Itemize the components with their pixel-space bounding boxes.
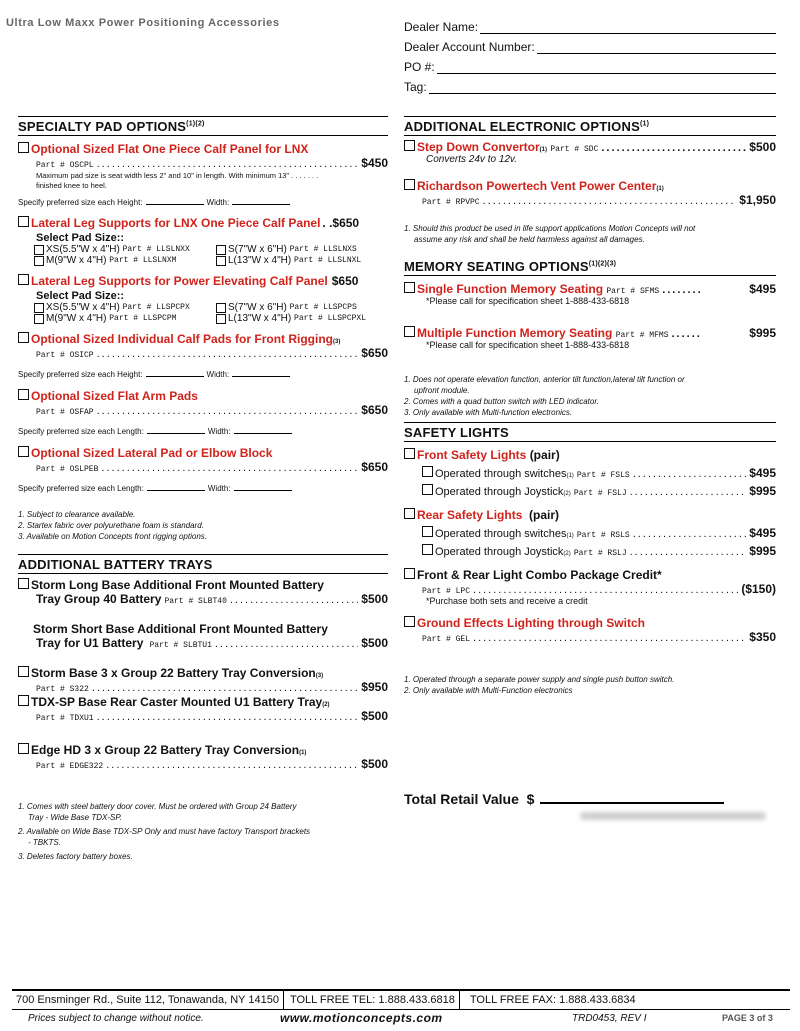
item-note: *Please call for specification sheet 1-888-433-6818: [426, 296, 630, 306]
rear-option-joystick: Operated through Joystick (2) Part # RSLJ ..... $995: [422, 544, 776, 558]
checkbox[interactable]: [404, 508, 415, 519]
item-note: *Purchase both sets and receive a credit: [426, 596, 588, 606]
checkbox[interactable]: [18, 578, 29, 589]
tag-label: Tag:: [404, 80, 427, 94]
part-number: Part # SLBTU1: [149, 641, 212, 650]
part-number: Part # GEL: [422, 635, 471, 644]
footer-tel: TOLL FREE TEL: 1.888.433.6818: [289, 994, 455, 1006]
checkbox[interactable]: [18, 389, 29, 400]
footer-prices-note: Prices subject to change without notice.: [28, 1012, 204, 1024]
item-title: Step Down Convertor: [417, 140, 540, 154]
part-number: Part # OSFAP: [36, 408, 94, 417]
dealer-account-field[interactable]: [537, 42, 776, 54]
item-title: Front & Rear Light Combo Package Credit*: [417, 568, 662, 582]
checkbox[interactable]: [18, 142, 29, 153]
width-field[interactable]: [234, 426, 292, 434]
item-title: Front Safety Lights: [417, 448, 527, 462]
item-title: Richardson Powertech Vent Power Center: [417, 179, 657, 193]
part-number: Part # OSCPL: [36, 161, 94, 170]
price: $650: [331, 274, 359, 288]
electronic-item-1: Step Down Convertor $_{(1)}$ Part # SDC ..... $500 Converts 24v to 12v.: [404, 140, 776, 165]
memory-seating-heading: MEMORY SEATING $OPTIONS^{(1)(2)(3)}$: [404, 257, 776, 276]
checkbox[interactable]: [422, 466, 433, 477]
battery-item-3: Storm Base 3 x Group 22 Battery Tray Conversion $_{(3)}$ Part # S322 ..... $950: [18, 666, 388, 694]
part-number: Part # S322: [36, 685, 89, 694]
part-number: Part # SLBT40: [164, 597, 227, 606]
price: $495: [749, 282, 776, 296]
specialty-footnotes: 1. Subject to clearance available. 2. Startex fabric over polyurethane foam is standard. 3. Available on Motion Concepts front rigging options.: [18, 510, 208, 541]
item-title: Storm Long Base Additional Front Mounted Battery: [31, 578, 324, 592]
checkbox[interactable]: [422, 526, 433, 537]
specify-size-row: Specify preferred size each Height: Width:: [18, 197, 388, 207]
dealer-name-label: Dealer Name:: [404, 20, 479, 34]
checkbox[interactable]: [18, 743, 29, 754]
memory-item-2: [404, 326, 776, 350]
dealer-info-block: [404, 14, 776, 94]
checkbox[interactable]: [18, 446, 29, 457]
front-safety-lights: Front Safety Lights (pair) Operated through switches (1) Part # FSLS ..... $495 Operated through Joystick (2) Part # FSLJ ..... $995: [404, 448, 776, 498]
front-option-switches: Operated through switches (1) Part # FSLS ..... $495: [422, 466, 776, 480]
item-note: Maximum pad size is seat width less 2" and 10" in length. With minimum 13" . . . . . . .: [36, 171, 319, 180]
price: $650: [361, 460, 388, 474]
price: $995: [749, 326, 776, 340]
right-column: [404, 116, 776, 696]
footer-website-link[interactable]: www.motionconcepts.com: [280, 1011, 443, 1025]
item-title: Multiple Function Memory Seating: [417, 326, 613, 340]
po-label: PO #:: [404, 60, 435, 74]
footer-revision: TRD0453, REV I: [572, 1012, 647, 1024]
footer-info-bar: [28, 1011, 788, 1025]
item-note: Converts 24v to 12v.: [426, 154, 517, 165]
battery-item-4: TDX-SP Base Rear Caster Mounted U1 Battery Tray $_{(2)}$ Part # TDXU1 ..... $500: [18, 695, 388, 723]
specify-size-row: Specify preferred size each Height: Width:: [18, 369, 388, 379]
checkbox[interactable]: [404, 568, 415, 579]
tag-row: [404, 74, 776, 94]
ground-effects-lighting: [404, 616, 776, 644]
item-title: Lateral Leg Supports for Power Elevating Calf Panel: [31, 274, 328, 288]
battery-item-2: Storm Short Base Additional Front Mounted Battery Tray for U1 Battery Part # SLBTU1 ..... $500: [18, 622, 388, 650]
electronic-item-2: Richardson Powertech Vent Power Center $_{(1)}$ Part # RPVPC ..... $1,950: [404, 179, 776, 207]
height-field[interactable]: [146, 369, 204, 377]
po-field[interactable]: [437, 62, 776, 74]
checkbox[interactable]: [34, 303, 44, 313]
left-column: [18, 116, 388, 862]
footer-fax: TOLL FREE FAX: 1.888.433.6834: [469, 994, 636, 1006]
price: ($150): [741, 582, 776, 596]
footer-page-number: PAGE 3 of 3: [722, 1013, 773, 1023]
part-number: Part # LPC: [422, 587, 471, 596]
item-note: *Please call for specification sheet 1-888-433-6818: [426, 340, 630, 350]
price: $500: [749, 140, 776, 154]
memory-footnotes: 1. Does not operate elevation function, anterior tilt function,lateral tilt function or upfront module. 2. Comes with a quad button switch with LED indicator. 3. Only available with Multi-function electronics.: [404, 375, 685, 417]
footer-contact-bar: [12, 989, 790, 1010]
footer-address: 700 Ensminger Rd., Suite 112, Tonawanda, NY 14150: [16, 994, 279, 1006]
item-note: finished knee to heel.: [36, 181, 107, 190]
part-number: Part # MFMS: [615, 331, 669, 340]
pad-size-options: XS(5.5"W x 4"H) Part # LLSLNXX S(7"W x 6"H) Part # LLSLNXS M(9"W x 4"H) Part # LLSLNXM L(13"W x 4"H) Part # LLSLNXL: [34, 244, 388, 266]
part-number: Part # EDGE322: [36, 762, 104, 771]
part-number: Part # SDC: [550, 145, 599, 154]
dealer-account-row: [404, 34, 776, 54]
dealer-account-label: Dealer Account Number:: [404, 40, 535, 54]
length-field[interactable]: [147, 483, 205, 491]
price: $650: [361, 403, 388, 417]
safety-footnotes: 1. Operated through a separate power supply and single push button switch. 2. Only available with Multi-Function electronics: [404, 675, 675, 695]
checkbox[interactable]: [34, 256, 44, 266]
price: $500: [361, 592, 388, 606]
checkbox[interactable]: [18, 666, 29, 677]
item-title: Single Function Memory Seating: [417, 282, 604, 296]
specialty-item-4: Optional Sized Individual Calf Pads for Front Rigging $_{(3)}$ Part # OSICP ..... $650 Specify preferred size each Height: Width:: [18, 332, 388, 379]
price: $500: [361, 709, 388, 723]
electronic-footnotes: 1. Should this product be used in life support applications Motion Concepts will not assume any risk and shall be held harmless against all damages.: [404, 224, 696, 244]
checkbox[interactable]: [216, 303, 226, 313]
checkbox[interactable]: [422, 484, 433, 495]
electronic-options-heading: ADDITIONAL ELECTRONIC OPTIONS$^{(1)}$: [404, 116, 776, 136]
po-row: [404, 54, 776, 74]
checkbox[interactable]: [404, 140, 415, 151]
item-title: Optional Sized Flat One Piece Calf Panel for LNX: [31, 142, 309, 156]
rear-option-switches: Operated through switches (1) Part # RSLS ..... $495: [422, 526, 776, 540]
item-title: Edge HD 3 x Group 22 Battery Tray Conversion: [31, 743, 300, 757]
specialty-item-5: [18, 389, 388, 436]
checkbox[interactable]: [404, 326, 415, 337]
checkbox[interactable]: [404, 616, 415, 627]
memory-item-1: [404, 282, 776, 306]
checkbox[interactable]: [404, 448, 415, 459]
total-field-shadow: [580, 812, 766, 820]
safety-lights-heading: SAFETY LIGHTS: [404, 422, 776, 442]
checkbox[interactable]: [34, 245, 44, 255]
checkbox[interactable]: [404, 179, 415, 190]
dealer-name-field[interactable]: [480, 22, 776, 34]
specialty-item-2: [18, 216, 388, 266]
checkbox[interactable]: [18, 274, 29, 285]
price: . .$650: [322, 216, 360, 230]
width-field[interactable]: [232, 197, 290, 205]
price: $450: [361, 156, 388, 170]
tag-field[interactable]: [429, 82, 776, 94]
select-pad-size-label: Select Pad Size::: [36, 232, 125, 244]
checkbox[interactable]: [216, 314, 226, 324]
part-number: Part # RPVPC: [422, 198, 480, 207]
checkbox[interactable]: [18, 216, 29, 227]
width-field[interactable]: [234, 483, 292, 491]
combo-package-credit: [404, 568, 776, 606]
item-title: Lateral Leg Supports for LNX One Piece Calf Panel: [31, 216, 321, 230]
item-title: Rear Safety Lights: [417, 508, 523, 522]
specify-size-row: Specify preferred size each Length: Width:: [18, 426, 388, 436]
specify-size-row: Specify preferred size each Length: Width:: [18, 483, 388, 493]
checkbox[interactable]: [216, 245, 226, 255]
item-title: Storm Short Base Additional Front Mounted Battery: [33, 622, 328, 636]
specialty-item-6: [18, 446, 388, 493]
item-title: Storm Base 3 x Group 22 Battery Tray Conversion: [31, 666, 316, 680]
price: $650: [361, 346, 388, 360]
part-number: Part # SFMS: [606, 287, 660, 296]
price: $950: [361, 680, 388, 694]
specialty-pad-heading: SPECIALTY PAD $OPTIONS^{(1)(2)}$: [18, 116, 388, 136]
price: $1,950: [739, 193, 776, 207]
price: $500: [361, 757, 388, 771]
item-title: Optional Sized Lateral Pad or Elbow Block: [31, 446, 273, 460]
checkbox[interactable]: [422, 544, 433, 555]
item-title: TDX-SP Base Rear Caster Mounted U1 Battery Tray: [31, 695, 323, 709]
currency-symbol: $: [526, 791, 535, 807]
select-pad-size-label: Select Pad Size::: [36, 290, 125, 302]
checkbox[interactable]: [18, 695, 29, 706]
total-label: Total Retail Value: [404, 791, 519, 807]
part-number: Part # OSICP: [36, 351, 94, 360]
price: $350: [749, 630, 776, 644]
price: $500: [361, 636, 388, 650]
checkbox[interactable]: [18, 332, 29, 343]
battery-item-1: Storm Long Base Additional Front Mounted Battery Tray Group 40 Battery Part # SLBT40 ..... $500: [18, 578, 388, 606]
item-title: Ground Effects Lighting through Switch: [417, 616, 645, 630]
item-title: Optional Sized Flat Arm Pads: [31, 389, 198, 403]
specialty-item-3: [18, 274, 388, 324]
pad-size-options: XS(5.5"W x 4"H) Part # LLSPCPX S(7"W x 6"H) Part # LLSPCPS M(9"W x 4"H) Part # LLSPCPM L(13"W x 4"H) Part # LLSPCPXL: [34, 302, 388, 324]
battery-item-5: Edge HD 3 x Group 22 Battery Tray Conversion $_{(1)}$ Part # EDGE322 ..... $500: [18, 743, 388, 771]
checkbox[interactable]: [34, 314, 44, 324]
front-option-joystick: Operated through Joystick (2) Part # FSLJ ..... $995: [422, 484, 776, 498]
page-header-title: Ultra Low Maxx Power Positioning Accessories: [6, 17, 280, 29]
width-field[interactable]: [232, 369, 290, 377]
length-field[interactable]: [147, 426, 205, 434]
item-title: Optional Sized Individual Calf Pads for Front Rigging: [31, 332, 334, 346]
rear-safety-lights: Rear Safety Lights (pair) Operated through switches (1) Part # RSLS ..... $495 Operated through Joystick (2) Part # RSLJ ..... $995: [404, 508, 776, 558]
height-field[interactable]: [146, 197, 204, 205]
specialty-item-1: [18, 142, 388, 207]
part-number: Part # TDXU1: [36, 714, 94, 723]
part-number: Part # OSLPEB: [36, 465, 99, 474]
dealer-name-row: [404, 14, 776, 34]
total-retail-value: [404, 782, 724, 807]
checkbox[interactable]: [216, 256, 226, 266]
checkbox[interactable]: [404, 282, 415, 293]
total-field[interactable]: [540, 782, 724, 804]
battery-trays-heading: ADDITIONAL BATTERY TRAYS: [18, 554, 388, 574]
battery-footnotes: 1. Comes with steel battery door cover. Must be ordered with Group 24 Battery Tray - Wide Base TDX-SP. 2. Available on Wide Base TDX-SP Only and must have factory Transport brackets - TBKTS. 3. Deletes factory battery boxes.: [18, 802, 311, 861]
